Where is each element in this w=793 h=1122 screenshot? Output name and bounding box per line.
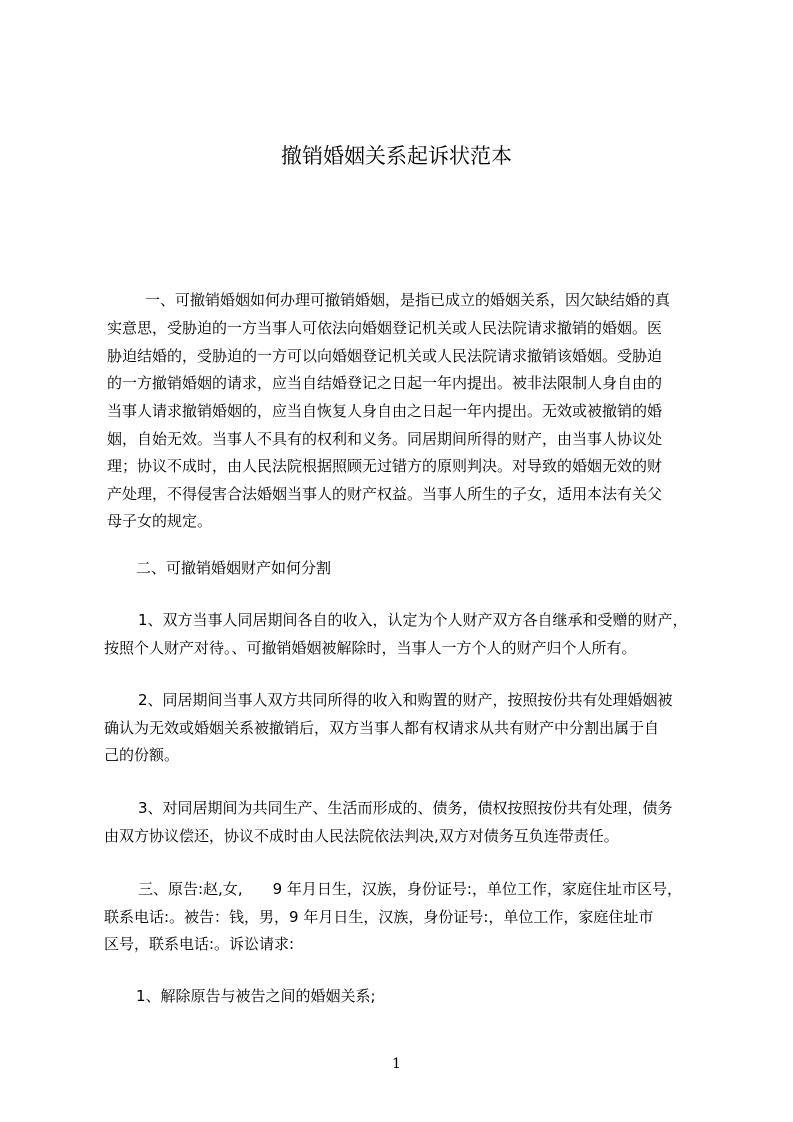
paragraph-line: 理；协议不成时，由人民法院根据照顾无过错方的原则判决。对导致的婚姻无效的财 — [107, 457, 663, 475]
paragraph-line: 胁迫结婚的，受胁迫的一方可以向婚姻登记机关或人民法院请求撤销该婚姻。受胁迫 — [107, 347, 663, 365]
document-title: 撤销婚姻关系起诉状范本 — [281, 144, 512, 168]
paragraph-line: 联系电话:。被告：钱，男，9 年月日生，汉族，身份证号:，单位工作，家庭住址市 — [104, 908, 654, 926]
paragraph-line: 母子女的规定。 — [107, 512, 213, 530]
page-number: 1 — [392, 1056, 401, 1072]
paragraph-line: 产处理，不得侵害合法婚姻当事人的财产权益。当事人所生的子女，适用本法有关父 — [107, 485, 663, 503]
paragraph-line: 实意思，受胁迫的一方当事人可依法向婚姻登记机关或人民法院请求撤销的婚姻。医 — [107, 319, 663, 337]
paragraph-line: 1、解除原告与被告之间的婚姻关系; — [136, 987, 376, 1005]
paragraph-line: 一、可撤销婚姻如何办理可撤销婚姻，是指已成立的婚姻关系，因欠缺结婚的真 — [145, 291, 671, 309]
paragraph-line: 确认为无效或婚姻关系被撤销后，双方当事人都有权请求从共有财产中分割出属于自 — [104, 719, 660, 737]
paragraph-line: 3、对同居期间为共同生产、生活而形成的、债务，债权按照按份共有处理，债务 — [138, 799, 673, 817]
paragraph-line: 2、同居期间当事人双方共同所得的收入和购置的财产，按照按份共有处理婚姻被 — [138, 691, 673, 709]
paragraph-line: 由双方协议偿还，协议不成时由人民法院依法判决,双方对债务互负连带责任。 — [104, 827, 619, 845]
paragraph-line: 三、原告:赵,女, 9 年月日生，汉族，身份证号:，单位工作，家庭住址市区号， — [138, 880, 682, 898]
section-heading: 二、可撤销婚姻财产如何分割 — [136, 559, 332, 577]
paragraph-line: 按照个人财产对待。、可撤销婚姻被解除时，当事人一方个人的财产归个人所有。 — [104, 639, 637, 657]
paragraph-line: 区号，联系电话:。诉讼请求: — [104, 935, 295, 953]
paragraph-line: 1、双方当事人同居期间各自的收入，认定为个人财产双方各自继承和受赠的财产， — [138, 611, 688, 629]
paragraph-line: 己的份额。 — [104, 746, 180, 764]
paragraph-line: 当事人请求撤销婚姻的，应当自恢复人身自由之日起一年内提出。无效或被撤销的婚 — [107, 402, 663, 420]
paragraph-line: 姻，自始无效。当事人不具有的权利和义务。同居期间所得的财产，由当事人协议处 — [107, 430, 663, 448]
paragraph-line: 的一方撤销婚姻的请求，应当自结婚登记之日起一年内提出。被非法限制人身自由的 — [107, 374, 663, 392]
